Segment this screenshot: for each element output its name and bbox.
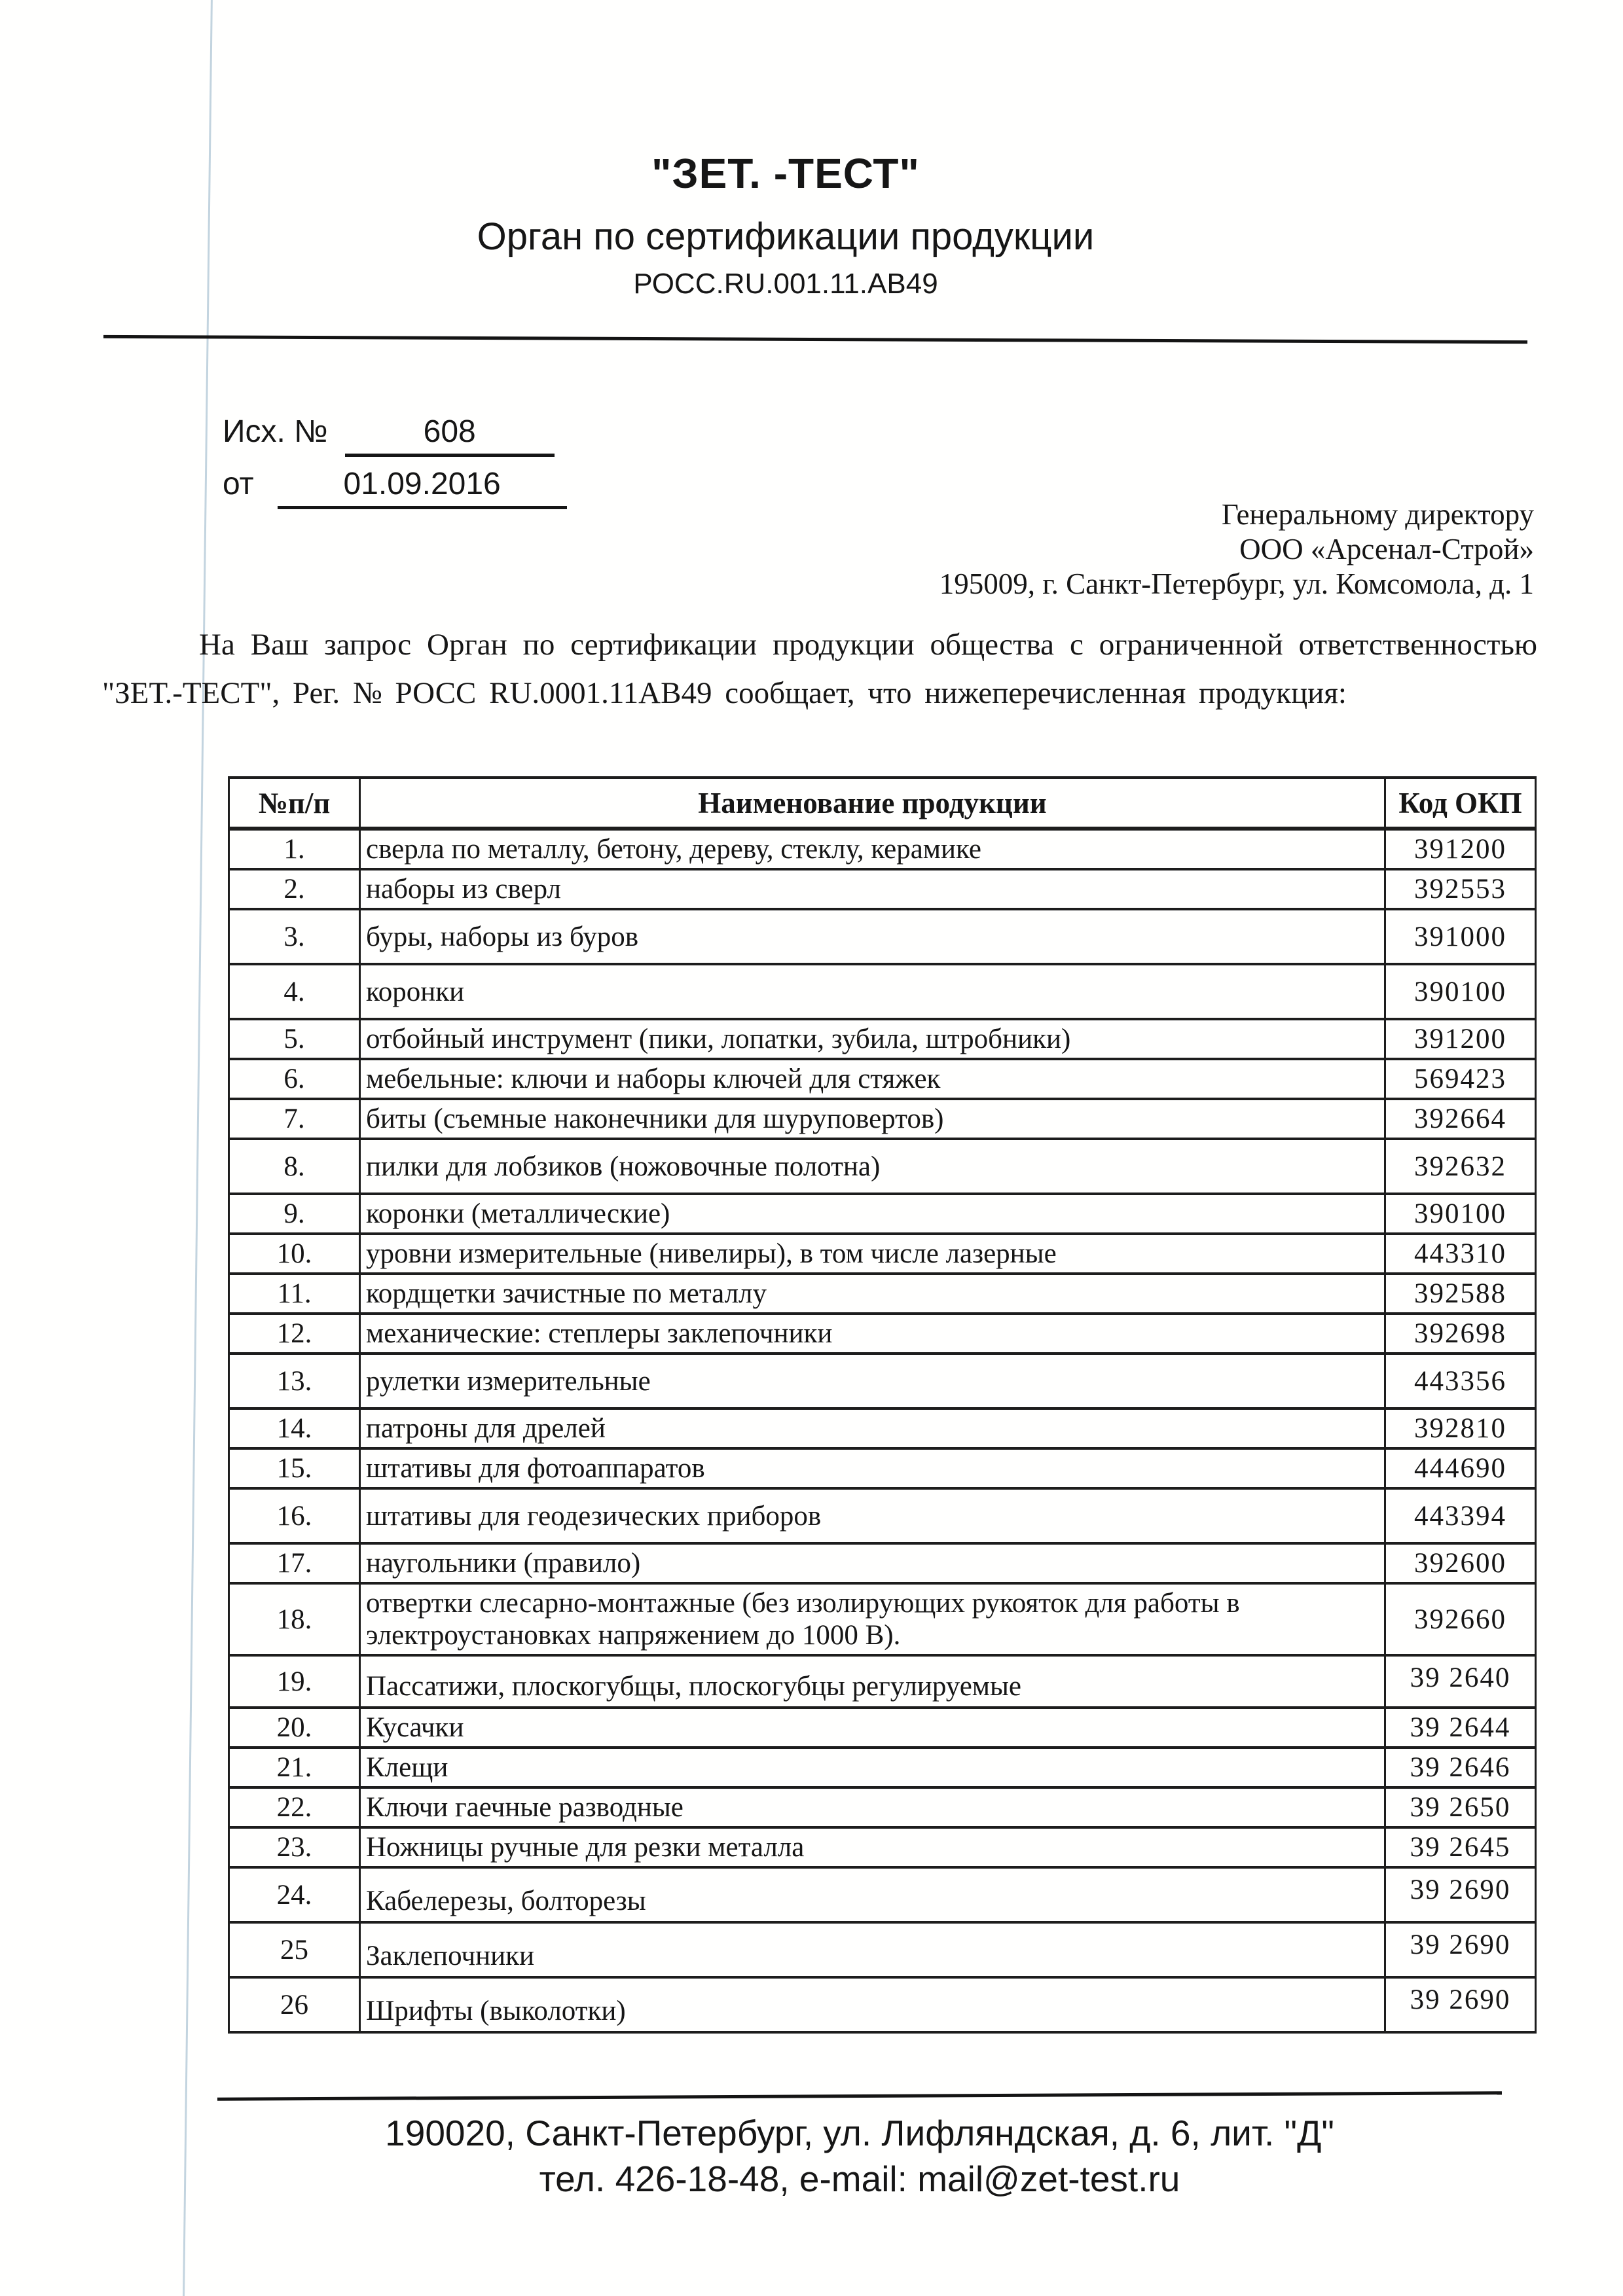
- okp-code-cell: 39 2646: [1385, 1748, 1536, 1787]
- footer-divider-line: [217, 2091, 1502, 2101]
- product-name-cell: мебельные: ключи и наборы ключей для стяжек: [360, 1059, 1385, 1099]
- table-row: [229, 1314, 1536, 1354]
- row-number: 8.: [229, 1139, 360, 1194]
- okp-code-cell: 392600: [1385, 1543, 1536, 1583]
- product-table: [228, 776, 1537, 2034]
- okp-code-cell: 444690: [1385, 1448, 1536, 1488]
- product-name-cell: Ножницы ручные для резки металла: [360, 1827, 1385, 1867]
- table-row: [229, 869, 1536, 909]
- product-name-cell: штативы для геодезических приборов: [360, 1488, 1385, 1543]
- product-name-cell: наборы из сверл: [360, 869, 1385, 909]
- row-number: 7.: [229, 1099, 360, 1139]
- row-number: 26: [229, 1977, 360, 2032]
- product-table-header: [229, 778, 1536, 829]
- product-name-cell: штативы для фотоаппаратов: [360, 1448, 1385, 1488]
- header-product-name: Наименование продукции: [360, 778, 1385, 829]
- recipient-position: Генеральному директору: [1221, 498, 1534, 531]
- product-name-cell: Пассатижи, плоскогубщы, плоскогубцы регулируемые: [360, 1655, 1385, 1708]
- header-okp-code: Код ОКП: [1385, 778, 1536, 829]
- product-name-cell: пилки для лобзиков (ножовочные полотна): [360, 1139, 1385, 1194]
- header-row-number: №п/п: [229, 778, 360, 829]
- table-row: [229, 1099, 1536, 1139]
- product-name-cell: Шрифты (выколотки): [360, 1977, 1385, 2032]
- row-number: 21.: [229, 1748, 360, 1787]
- row-number: 10.: [229, 1234, 360, 1274]
- okp-code-cell: 39 2690: [1385, 1922, 1536, 1977]
- row-number: 19.: [229, 1655, 360, 1708]
- product-name-cell: отбойный инструмент (пики, лопатки, зубила, штробники): [360, 1019, 1385, 1059]
- org-registration-number: РОСС.RU.001.11.АВ49: [633, 268, 938, 300]
- outgoing-number-label: Исх. №: [223, 414, 328, 449]
- row-number: 5.: [229, 1019, 360, 1059]
- table-row: [229, 1922, 1536, 1977]
- product-name-cell: Кабелерезы, болторезы: [360, 1867, 1385, 1922]
- table-row: [229, 1655, 1536, 1708]
- row-number: 18.: [229, 1583, 360, 1655]
- table-row: [229, 829, 1536, 869]
- table-row: [229, 1274, 1536, 1314]
- table-row: [229, 1408, 1536, 1448]
- recipient-address: 195009, г. Санкт-Петербург, ул. Комсомола, д. 1: [939, 567, 1534, 600]
- okp-code-cell: 392698: [1385, 1314, 1536, 1354]
- okp-code-cell: 391000: [1385, 909, 1536, 964]
- okp-code-cell: 39 2690: [1385, 1867, 1536, 1922]
- table-row: [229, 1543, 1536, 1583]
- okp-code-cell: 569423: [1385, 1059, 1536, 1099]
- okp-code-cell: 392632: [1385, 1139, 1536, 1194]
- outgoing-ref-block: [223, 414, 567, 518]
- row-number: 12.: [229, 1314, 360, 1354]
- product-name-cell: кордщетки зачистные по металлу: [360, 1274, 1385, 1314]
- table-row: [229, 1977, 1536, 2032]
- product-name-cell: Ключи гаечные разводные: [360, 1787, 1385, 1827]
- okp-code-cell: 392664: [1385, 1099, 1536, 1139]
- product-name-cell: рулетки измерительные: [360, 1354, 1385, 1408]
- okp-code-cell: 390100: [1385, 964, 1536, 1019]
- row-number: 11.: [229, 1274, 360, 1314]
- table-row: [229, 1354, 1536, 1408]
- okp-code-cell: 390100: [1385, 1194, 1536, 1234]
- okp-code-cell: 392553: [1385, 869, 1536, 909]
- okp-code-cell: 39 2650: [1385, 1787, 1536, 1827]
- outgoing-number-value: 608: [345, 414, 555, 457]
- product-name-cell: биты (съемные наконечники для шуруповертов): [360, 1099, 1385, 1139]
- row-number: 14.: [229, 1408, 360, 1448]
- org-name: "ЗЕТ. -ТЕСТ": [651, 150, 920, 197]
- letterhead-divider-line: [103, 335, 1527, 344]
- row-number: 22.: [229, 1787, 360, 1827]
- table-row: [229, 1827, 1536, 1867]
- row-number: 9.: [229, 1194, 360, 1234]
- letterhead: [26, 149, 1545, 300]
- outgoing-date-line: [223, 466, 567, 509]
- table-row: [229, 909, 1536, 964]
- table-row: [229, 1867, 1536, 1922]
- row-number: 4.: [229, 964, 360, 1019]
- product-name-cell: отвертки слесарно-монтажные (без изолирующих рукояток для работы в электроустановках напряжением до 1000 В).: [360, 1583, 1385, 1655]
- product-name-cell: наугольники (правило): [360, 1543, 1385, 1583]
- outgoing-date-label: от: [223, 467, 254, 501]
- row-number: 16.: [229, 1488, 360, 1543]
- header-row: [229, 778, 1536, 829]
- okp-code-cell: 443356: [1385, 1354, 1536, 1408]
- table-row: [229, 1019, 1536, 1059]
- okp-code-cell: 392588: [1385, 1274, 1536, 1314]
- product-name-cell: коронки: [360, 964, 1385, 1019]
- row-number: 23.: [229, 1827, 360, 1867]
- row-number: 24.: [229, 1867, 360, 1922]
- product-name-cell: механические: степлеры заклепочники: [360, 1314, 1385, 1354]
- table-row: [229, 1448, 1536, 1488]
- okp-code-cell: 443394: [1385, 1488, 1536, 1543]
- table-row: [229, 1139, 1536, 1194]
- product-name-cell: уровни измерительные (нивелиры), в том числе лазерные: [360, 1234, 1385, 1274]
- okp-code-cell: 443310: [1385, 1234, 1536, 1274]
- okp-code-cell: 391200: [1385, 829, 1536, 869]
- okp-code-cell: 39 2690: [1385, 1977, 1536, 2032]
- footer-phone-email: тел. 426-18-48, e-mail: mail@zet-test.ru: [539, 2159, 1180, 2199]
- row-number: 3.: [229, 909, 360, 964]
- table-row: [229, 1234, 1536, 1274]
- okp-code-cell: 392810: [1385, 1408, 1536, 1448]
- row-number: 6.: [229, 1059, 360, 1099]
- table-row: [229, 1787, 1536, 1827]
- product-name-cell: Клещи: [360, 1748, 1385, 1787]
- row-number: 13.: [229, 1354, 360, 1408]
- product-name-cell: Заклепочники: [360, 1922, 1385, 1977]
- row-number: 1.: [229, 829, 360, 869]
- footer-contact-block: [217, 2110, 1502, 2202]
- okp-code-cell: 39 2645: [1385, 1827, 1536, 1867]
- okp-code-cell: 391200: [1385, 1019, 1536, 1059]
- product-name-cell: патроны для дрелей: [360, 1408, 1385, 1448]
- product-name-cell: буры, наборы из буров: [360, 909, 1385, 964]
- table-row: [229, 1488, 1536, 1543]
- product-table-body: [229, 829, 1536, 2032]
- outgoing-number-line: [223, 414, 567, 457]
- row-number: 15.: [229, 1448, 360, 1488]
- scan-margin-line: [183, 0, 213, 2296]
- table-row: [229, 1194, 1536, 1234]
- table-row: [229, 1583, 1536, 1655]
- table-row: [229, 1748, 1536, 1787]
- row-number: 20.: [229, 1708, 360, 1748]
- table-row: [229, 1059, 1536, 1099]
- org-subtitle: Орган по сертификации продукции: [477, 215, 1095, 258]
- outgoing-date-value: 01.09.2016: [278, 466, 567, 509]
- footer-address: 190020, Санкт-Петербург, ул. Лифляндская, д. 6, лит. "Д": [385, 2113, 1334, 2153]
- table-row: [229, 964, 1536, 1019]
- product-name-cell: сверла по металлу, бетону, дереву, стеклу, керамике: [360, 829, 1385, 869]
- table-row: [229, 1708, 1536, 1748]
- row-number: 17.: [229, 1543, 360, 1583]
- row-number: 25: [229, 1922, 360, 1977]
- okp-code-cell: 39 2640: [1385, 1655, 1536, 1708]
- recipient-company: ООО «Арсенал-Строй»: [1239, 533, 1534, 565]
- row-number: 2.: [229, 869, 360, 909]
- product-name-cell: Кусачки: [360, 1708, 1385, 1748]
- product-name-cell: коронки (металлические): [360, 1194, 1385, 1234]
- okp-code-cell: 392660: [1385, 1583, 1536, 1655]
- letter-body-paragraph: На Ваш запрос Орган по сертификации продукции общества с ограниченной ответственностью "ЗЕТ.-ТЕСТ", Рег. № РОСС RU.0001.11АВ49 сообщает, что нижеперечисленная продукция:: [102, 628, 1537, 710]
- recipient-block: [939, 497, 1534, 601]
- okp-code-cell: 39 2644: [1385, 1708, 1536, 1748]
